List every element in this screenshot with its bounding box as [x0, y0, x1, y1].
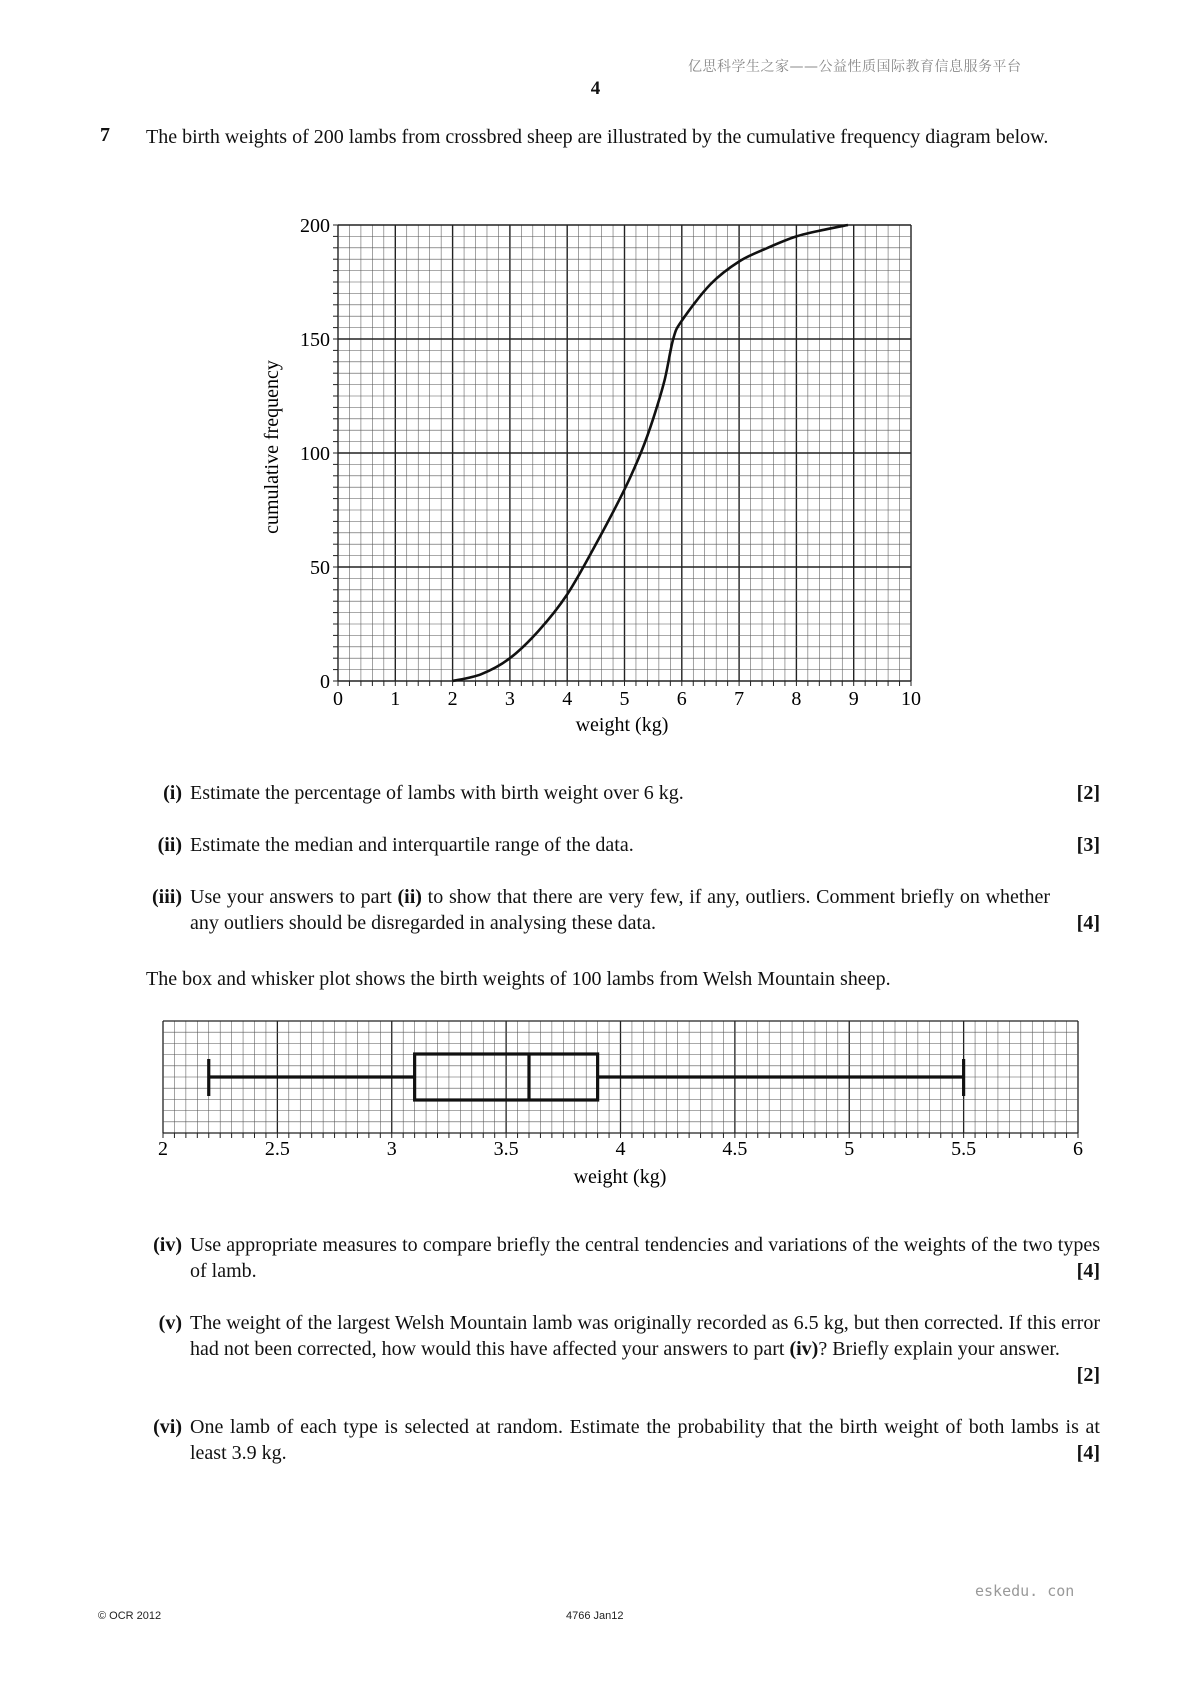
bx-x-tick-label: 5 — [844, 1138, 855, 1160]
bx-x-tick-label: 2 — [158, 1138, 168, 1160]
part-iii-label: (iii) — [152, 886, 182, 908]
part-v — [146, 1310, 1100, 1388]
part-iv — [146, 1232, 1100, 1284]
cf-y-tick-label: 50 — [310, 557, 330, 579]
part-i-label: (i) — [163, 782, 182, 804]
cf-x-tick-label: 3 — [504, 688, 515, 710]
footer-copyright: © OCR 2012 — [98, 1610, 162, 1622]
part-iii — [146, 884, 1100, 936]
part-ii-marks: [3] — [1076, 834, 1100, 856]
part-v-text: The weight of the largest Welsh Mountain lamb was originally recorded as 6.5 kg, but then corrected. If this error had not been corrected, how would this have affected your answers to part (iv)? Briefly explain your answer. — [190, 1312, 1100, 1360]
cumulative-frequency-chart — [0, 0, 1191, 760]
cf-ticks — [300, 215, 921, 710]
bx-x-tick-label: 3.5 — [493, 1138, 519, 1160]
part-iv-text: Use appropriate measures to compare briefly the central tendencies and variations of the weights of the two types of lamb. — [190, 1234, 1100, 1282]
cf-x-tick-label: 6 — [676, 688, 687, 710]
box-plot-intro: The box and whisker plot shows the birth weights of 100 lambs from Welsh Mountain sheep. — [146, 968, 891, 990]
part-iii-text: Use your answers to part (ii) to show that there are very few, if any, outliers. Comment briefly on whether any outliers should be disregarded in analysing these data. — [190, 886, 1050, 934]
bx-x-tick-label: 6 — [1073, 1138, 1083, 1160]
part-iv-label: (iv) — [153, 1234, 182, 1256]
part-ii-label: (ii) — [157, 834, 182, 856]
part-vi-text: One lamb of each type is selected at random. Estimate the probability that the birth weight of both lambs is at least 3.9 kg. — [190, 1416, 1100, 1464]
cf-grid — [333, 225, 911, 686]
cf-y-axis-label: cumulative frequency — [261, 360, 283, 534]
cf-x-tick-label: 2 — [447, 688, 458, 710]
question-number: 7 — [100, 124, 110, 146]
part-vi-marks: [4] — [1076, 1442, 1100, 1464]
bx-x-tick-label: 2.5 — [264, 1138, 290, 1160]
watermark-top: 亿思科学生之家——公益性质国际教育信息服务平台 — [688, 59, 1022, 75]
bx-x-axis-label: weight (kg) — [573, 1166, 667, 1188]
cf-y-tick-label: 100 — [300, 443, 330, 465]
question-intro: The birth weights of 200 lambs from crossbred sheep are illustrated by the cumulative frequency diagram below. — [146, 126, 1049, 148]
part-vi — [146, 1414, 1100, 1466]
footer-paper-code: 4766 Jan12 — [566, 1610, 624, 1622]
bx-x-tick-label: 5.5 — [951, 1138, 977, 1160]
bx-x-tick-label: 4.5 — [722, 1138, 748, 1160]
part-i-marks: [2] — [1076, 782, 1100, 804]
cf-x-tick-label: 1 — [390, 688, 401, 710]
cf-y-tick-label: 0 — [320, 671, 330, 693]
page-number: 4 — [590, 78, 601, 99]
part-i-text: Estimate the percentage of lambs with birth weight over 6 kg. — [190, 782, 684, 804]
box-whisker-plot — [0, 1000, 1191, 1200]
bx-ticks — [158, 1138, 1083, 1160]
cf-x-tick-label: 5 — [619, 688, 630, 710]
cf-x-tick-label: 10 — [901, 688, 921, 710]
cf-x-axis-label: weight (kg) — [575, 714, 669, 736]
cf-y-tick-label: 200 — [300, 215, 330, 237]
bx-x-tick-label: 3 — [386, 1138, 397, 1160]
watermark-bottom: eskedu. con — [975, 1582, 1075, 1600]
part-ii-text: Estimate the median and interquartile range of the data. — [190, 834, 634, 856]
part-v-marks: [2] — [1076, 1364, 1100, 1386]
part-v-label: (v) — [158, 1312, 182, 1334]
part-iv-marks: [4] — [1076, 1260, 1100, 1282]
cf-y-tick-label: 150 — [300, 329, 330, 351]
cf-x-tick-label: 8 — [791, 688, 802, 710]
part-iii-marks: [4] — [1076, 912, 1100, 934]
cf-x-tick-label: 7 — [734, 688, 745, 710]
cf-x-tick-label: 0 — [333, 688, 343, 710]
bx-x-tick-label: 4 — [615, 1138, 626, 1160]
cf-x-tick-label: 9 — [848, 688, 859, 710]
part-vi-label: (vi) — [153, 1416, 182, 1438]
bx-grid — [163, 1021, 1078, 1138]
cf-x-tick-label: 4 — [562, 688, 573, 710]
